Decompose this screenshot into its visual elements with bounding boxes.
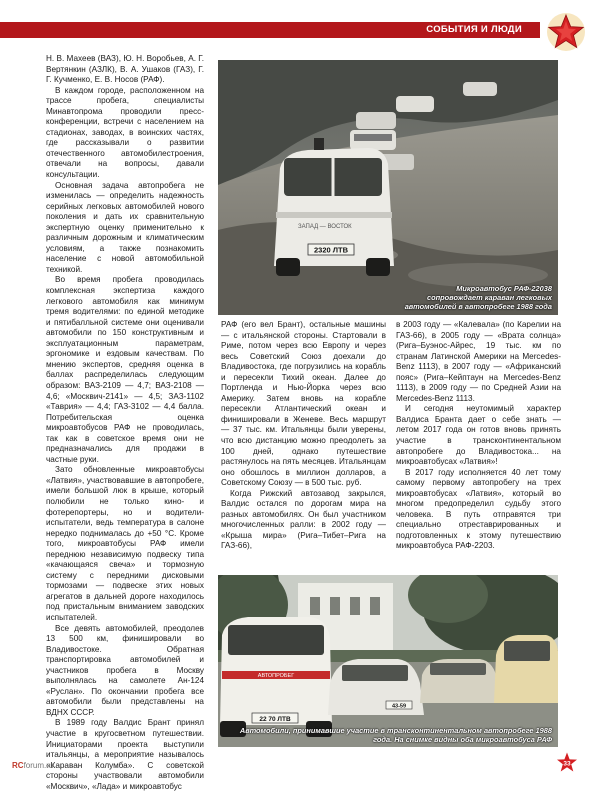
section-header-bar <box>0 22 540 38</box>
text-column-1 <box>46 54 204 792</box>
car-plate: 43-59 <box>391 703 407 710</box>
van2-sign: АВТОПРОБЕГ <box>257 673 295 679</box>
paragraph: Зато обновленные микроавтобусы «Латвия», участвовавшие в автопробеге, имели большой люк в крыше, который полюбили не только кино- и фотерепортеры, но и водители-испытатели, ведь температура в салоне нередко поднималась до +50 °С. Кроме того, микроавтобусы РАФ имели переднюю независимую подвеску типа «качающаяся свеча» и тормозную систему с передними дисковыми тормозами — подвеске этих новых агрегатов в дальней дороге находилось под пристальным вниманием заводских испытателей. <box>46 465 204 622</box>
paragraph: Основная задача автопробега не изменилась — определить надежность серийных легковых автомобилей нового поколения и дать их сравнительную экспертную оценку применительно к различным дорожным и климатическим условиям, а также познакомить население с новой автомобильной техникой. <box>46 180 204 274</box>
text-column-2 <box>221 320 386 552</box>
van2-plate: 22 70 ЛТВ <box>259 716 291 723</box>
page-number: 33 <box>563 760 571 768</box>
paragraph: В 1989 году Валдис Брант принял участие в кругосветном путешествии. Инициаторами проекта выступили итальянцы, а мероприятие называлось «Караван Колумба». С советской стороны участвовали автомобили «Москвич», «Лада» и микроавтобус <box>46 718 204 791</box>
paragraph: Н. В. Махеев (ВАЗ), Ю. Н. Воробьев, А. Г. Вертянкин (АЗЛК), В. А. Ушаков (ГАЗ), Г. Г. Кучменко, Е. В. Носов (РАФ). <box>46 54 204 85</box>
paragraph: Во время пробега проводилась комплексная экспертиза каждого легкового автомобиля как минимум тремя водителями: по единой методике и пятибалльной системе они оценивали автомобили по 150 конструктивным и эксплуатационным параметрам, эргономике и ездовым качествам. По мнению экспертов, средняя оценка в баллах распределилась следующим образом: ВАЗ-2109 — 4,7; ВАЗ-2108 — 4,6; «Москвич-2141» — 4,5; ЗАЗ-1102 «Таврия» — 4,4; ГАЗ-3102 — 4,4 балла. Потребительская оценка микроавтобусов РАФ не проводилась, так как в советское время они не предназначались для продажи в частные руки. <box>46 275 204 464</box>
paragraph: РАФ (его вел Брант), остальные машины — с итальянской стороны. Стартовали в Риме, потом через всю Европу и через весь Советский Союз доехали до Владивостока, где погрузились на корабль и пересекли Тихий океан. Далее до Портленда и Нью-Йорка через всю Америку. Затем вновь на корабле пересекли Атлантический океан и финишировали в Женеве. Весь маршрут — 37 тыс. км. Итальянцы были уверены, что всю дистанцию можно преодолеть за 100 дней, однако путешествие растянулось на пять месяцев. Итальянцам оно обошлось в миллион долларов, а Советскому Союзу — в 500 тыс. руб. <box>221 320 386 488</box>
paragraph: В каждом городе, расположенном на трассе пробега, специалисты Минавтопрома проводили пресс-конференции, встречи с населением на стадионах, заводах, в воинских частях, где рассказывали о развитии отечественного автомобилестроения, отвечали на вопросы, давали консультации. <box>46 85 204 180</box>
photo2-caption: Автомобили, принимавшие участие в трансконтинентальном автопробеге 1988 года. На снимке видны оба микроавтобуса РАФ <box>239 726 552 744</box>
page-number-badge <box>556 752 578 774</box>
text-column-3 <box>396 320 561 552</box>
photo-van-illustration <box>218 60 558 315</box>
footer-site-prefix: RC <box>12 761 24 770</box>
paragraph: В 2017 году исполняется 40 лет тому самому первому автопробегу на трех микроавтобусах «Латвия», который во многом предопределил судьбу этого человека. В путь отправятся три специально отреставрированных и подготовленных к этому путешествию микроавтобуса РАФ-2203. <box>396 467 561 551</box>
footer-site-rest: forum.ru <box>23 761 54 770</box>
paragraph: Когда Рижский автозавод закрылся, Валдис остался по дорогам мира на разных автомобилях. Он был участником многочисленных ралли: в 2002 году — «Крыша мира» (Рига–Тибет–Рига на ГАЗ-66), <box>221 488 386 551</box>
section-title: СОБЫТИЯ И ЛЮДИ <box>426 24 522 35</box>
photo1-caption: Микроавтобус РАФ-22038 сопровождает караван легковых автомобилей в автопробеге 1988 года <box>404 284 552 311</box>
van-plate: 2320 ЛТВ <box>313 245 349 255</box>
photo-cars-illustration <box>218 575 558 747</box>
paragraph: в 2003 году — «Калевала» (по Карелии на ГАЗ-66), в 2005 году — «Врата солнца» (Рига–Буэнос-Айрес, 19 тыс. км по странам Латинской Америки на Mercedes-Benz 1113), в 2007 году — «Африканский пояс» (Рига–Кейптаун на Mercedes-Benz 1113), в 2009 году — по Средней Азии на Mercedes-Benz 1113. <box>396 320 561 403</box>
paragraph: Все девять автомобилей, преодолев 13 500 км, финишировали во Владивостоке. Обратная транспортировка автомобилей и участников пробега в Москву выполнялась на самолете Ан-124 «Руслан». По окончании пробега все автомобили были представлены на ВДНХ СССР. <box>46 623 204 717</box>
photo-van-on-dirt-road <box>218 60 558 315</box>
footer-site <box>12 761 53 770</box>
paragraph: И сегодня неутомимый характер Валдиса Бранта дает о себе знать — летом 2017 года он готов вновь принять участие в трансконтинентальном автопробеге до Владивостока... на микроавтобусах «Латвия»! <box>396 404 561 467</box>
photo-rally-cars-group <box>218 575 558 747</box>
star-icon <box>546 12 586 52</box>
van-sign: ЗАПАД — ВОСТОК <box>298 224 352 230</box>
